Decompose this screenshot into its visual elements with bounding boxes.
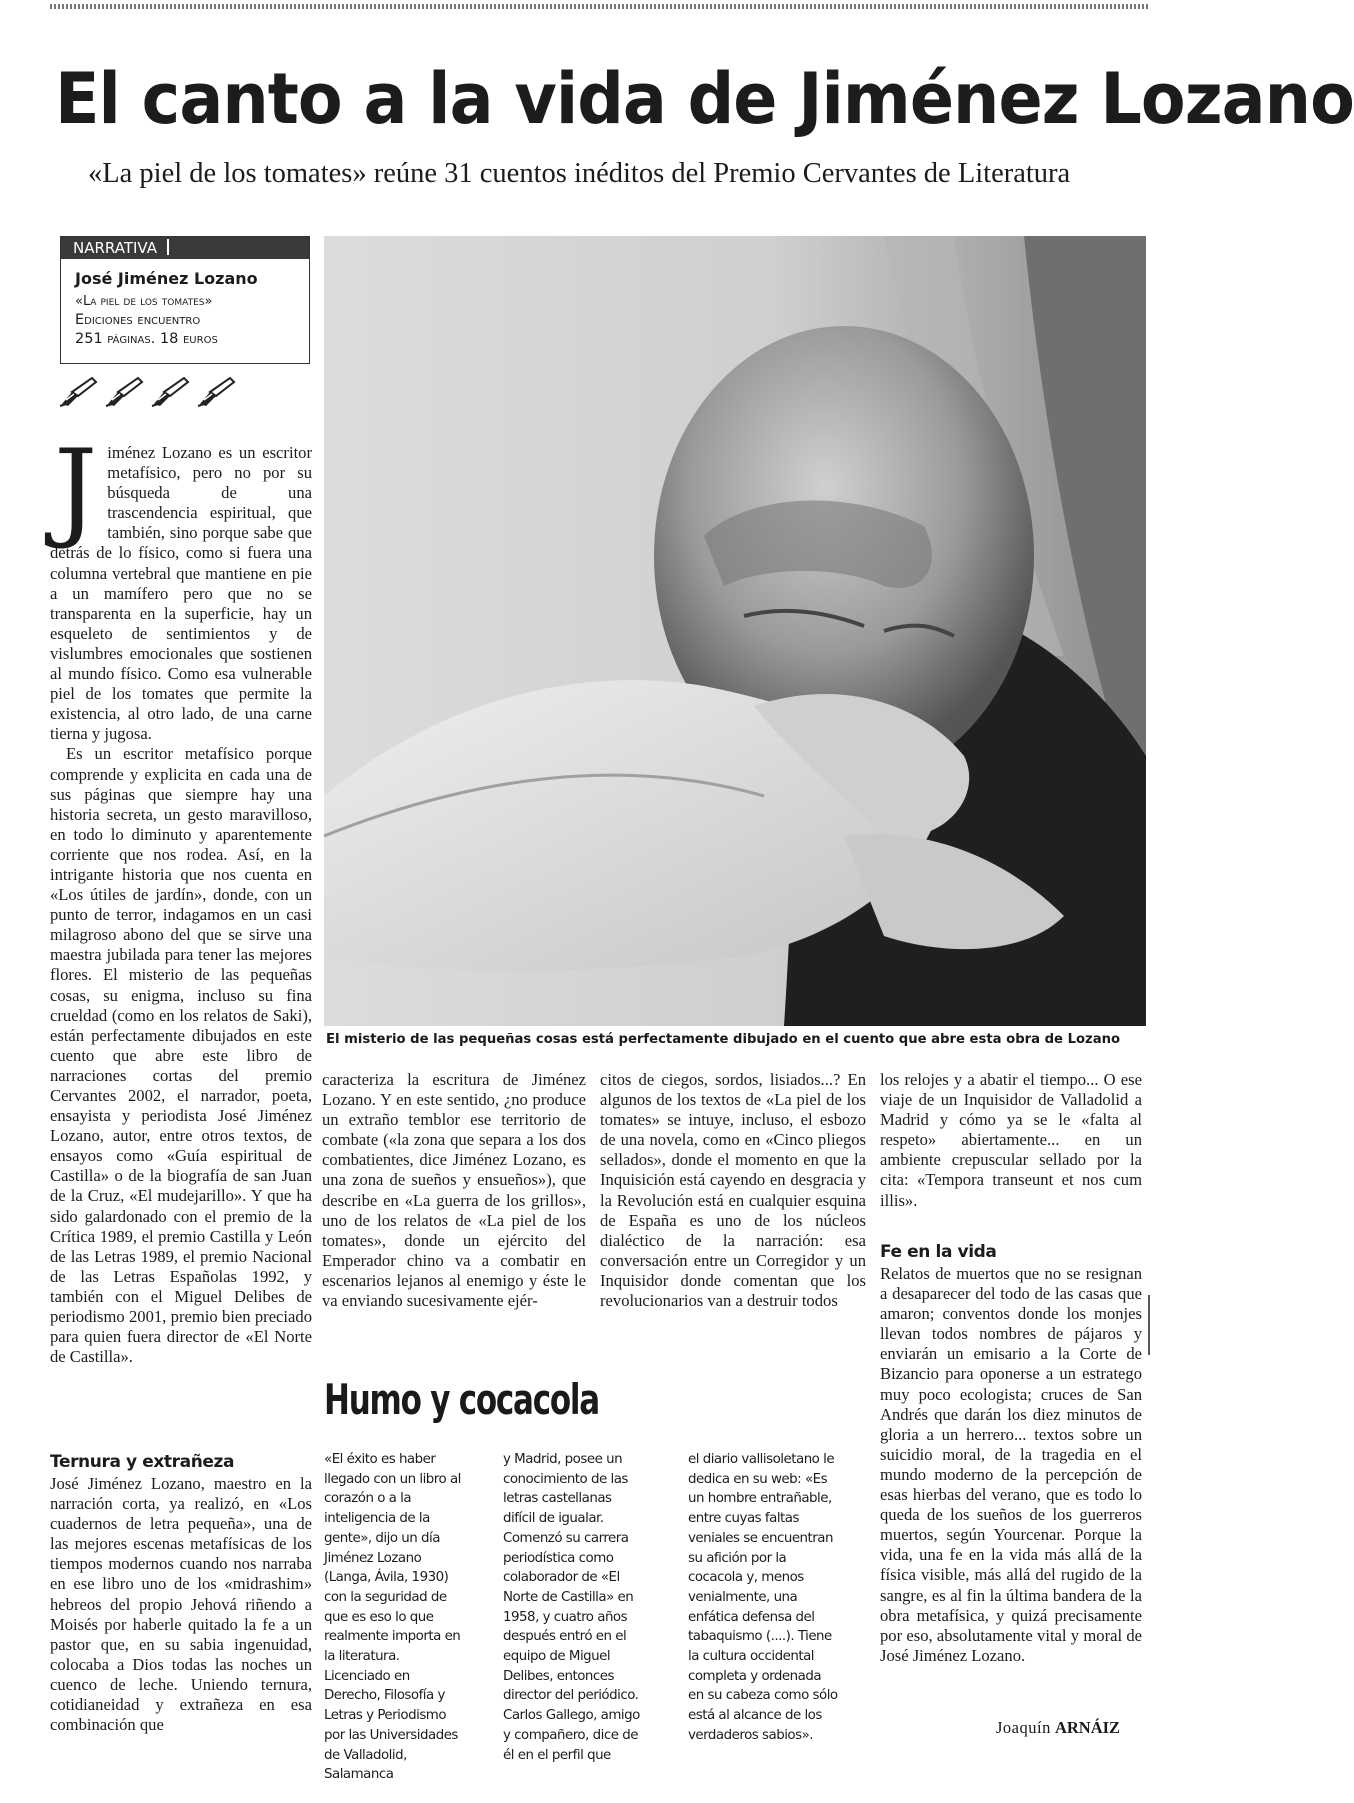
headline: El canto a la vida de Jiménez Lozano (55, 58, 1354, 140)
sidebar-column-2: y Madrid, posee un conocimiento de las letras castellanas difícil de igualar. Comenzó su carrera periodística como colaborador de «El Norte de Castilla» en 1958, y cuatro años después entró en el equipo de Miguel Delibes, entonces director del periódico. Carlos Gallego, amigo y compañero, dice de él en el perfil que (503, 1452, 640, 1763)
pen-nib-icon (58, 374, 100, 408)
book-title: «La piel de los tomates» (75, 294, 213, 309)
top-rule (50, 4, 1150, 9)
subheading-ternura: Ternura y extrañeza (50, 1452, 235, 1472)
paragraph: citos de ciegos, sordos, lisiados...? En algunos de los textos de «La piel de los tomates» se intuye, incluso, el esbozo de una novela, como en «Cinco pliegos sellados», donde el momento en que la Inquisición está cayendo en desgracia y la Revolución está en cualquier esquina de España es uno de los núcleos dialéctico de la narración: esa conversación entre un Corregidor y un Inquisidor donde comentan que los revolucionarios van a destruir todos (600, 1070, 866, 1311)
subheading-fe: Fe en la vida (880, 1242, 997, 1262)
article-column-2 (322, 1070, 586, 1311)
paragraph: Relatos de muertos que no se resignan a desaparecer del todo de las casas que amaron; conventos donde los monjes llevan todos nombres de pájaros y enviarán un emisario a la Corte de Bizancio para oponerse a un estratego muy poco ecologista; cruces de San Andrés que darán los diez minutos de gloria a un herrero... textos sobre un suicidio moral, de la tragedia en el mundo moderno de la percepción de esas hierbas del verano, que es todo lo queda de los sueños de los guerreros muertos, según Yourcenar. Porque la vida, una fe en la vida más allá de la física visible, más allá del rugido de la sangre, es al fin la última bandera de la obra metafísica, y quizá precisamente por eso, absolutamente vital y moral de José Jiménez Lozano. (880, 1264, 1142, 1665)
paragraph: iménez Lozano es un escritor metafísico, pero no por su búsqueda de una trascendencia espiritual, que también, sino porque sabe que detrás de lo físico, como si fuera una columna vertebral que mantiene en pie a un mamífero pero que no se transparenta en la superficie, hay un esqueleto de sentimientos y de vislumbres emocionales que sostienen al mundo físico. Como esa vulnerable piel de los tomates que permite la existencia, al otro lado, de una carne tierna y jugosa. (50, 443, 312, 744)
article-column-4-continued (880, 1235, 1142, 1666)
paragraph: José Jiménez Lozano, maestro en la narración corta, ya realizó, en «Los cuadernos de letra pequeña», una de las mejores escenas metafísicas de los tiempos modernos cuando nos narraba en ese libro uno de los «midrashim» hebreos del propio Jehová riñendo a Moisés por haberle quitado la fe a un pastor que, en su sabia ingenuidad, colocaba a Dios todas las noches un cuenco de leche. Uniendo ternura, cotidianeidad y extrañeza en esa combinación que (50, 1474, 312, 1735)
article-column-1-continued (50, 1445, 312, 1735)
book-publisher: Ediciones encuentro (75, 312, 201, 328)
paragraph: caracteriza la escritura de Jiménez Lozano. Y en este sentido, ¿no produce un extraño temblor ese territorio de combate («la zona que separa a los dos combatientes, dice Jiménez Lozano, es una zona de sueños y ensueños»), que describe en «La guerra de los grillos», uno de los relatos de «La piel de los tomates», donde un ejército del Emperador chino va a combatir en escenarios lejanos al enemigo y éste le va enviando sucesivamente ejér- (322, 1070, 586, 1311)
drop-cap: J (54, 427, 98, 552)
subheadline: «La piel de los tomates» reúne 31 cuentos inéditos del Premio Cervantes de Literatura (88, 158, 1071, 189)
pen-nib-icon (150, 374, 192, 408)
paragraph: Es un escritor metafísico porque comprende y explicita en cada una de sus páginas que siempre hay una historia secreta, un gesto maravilloso, en todo lo diminuto y aparentemente corriente que nos rodea. Así, en la intrigante historia que nos cuenta en «Los útiles de jardín», donde, con un punto de terror, indagamos en un casi milagroso abono del que se sirve una maestra jubilada para tener las mejores flores. El misterio de las pequeñas cosas, su enigma, incluso su fina crueldad (como en los relatos de Saki), están perfectamente dibujados en este cuento que abre este libro de narraciones cortas del premio Cervantes 2002, el narrador, poeta, ensayista y periodista José Jiménez Lozano, autor, entre otros textos, de ensayos como «Guía espiritual de Castilla» o de la biografía de san Juan de la Cruz, «El mudejarillo». Y que ha sido galardonado con el premio de la Crítica 1989, el premio Castilla y León de las Letras 1989, el premio Nacional de las Letras Españolas 1992, y también con el Miguel Delibes de periodismo 2001, premio bien preciado para quien fuera director de «El Norte de Castilla». (50, 744, 312, 1367)
photo-caption: El misterio de las pequeñas cosas está perfectamente dibujado en el cuento que abre esta obra de Lozano (326, 1032, 1121, 1047)
sidebar-column-1: «El éxito es haber llegado con un libro al corazón o a la inteligencia de la gente», dijo un día Jiménez Lozano (Langa, Ávila, 1930) con la seguridad de que es eso lo que realmente importa en la literatura. Licenciado en Derecho, Filosofía y Letras y Periodismo por las Universidades de Valladolid, Salamanca (324, 1452, 461, 1783)
paragraph: los relojes y a abatir el tiempo... O ese viaje de un Inquisidor de Valladolid a Madrid y cómo ya se le «falta al respeto» abiertamente... en un ambiente crepuscular sellado por la cita: «Tempora transeunt et nos cum illis». (880, 1070, 1142, 1210)
section-tag: NARRATIVA (61, 237, 309, 259)
book-info-box (60, 236, 310, 364)
rating (58, 374, 238, 408)
byline: Joaquín ARNÁIZ (996, 1718, 1121, 1737)
sidebar-column-3: el diario vallisoletano le dedica en su web: «Es un hombre entrañable, entre cuyas faltas veniales se encuentran su afición por la cocacola y, menos venialmente, una enfática defensa del tabaquismo (....). Tiene la cultura occidental completa y ordenada en su cabeza como sólo está al alcance de los verdaderos sabios». (688, 1452, 838, 1743)
book-details: 251 páginas. 18 euros (75, 331, 218, 347)
article-column-1 (50, 427, 312, 1367)
pen-nib-icon (196, 374, 238, 408)
sidebar-title: Humo y cocacola (324, 1375, 599, 1424)
pen-nib-icon (104, 374, 146, 408)
book-author: José Jiménez Lozano (75, 269, 258, 288)
article-column-3 (600, 1070, 866, 1311)
article-column-4 (880, 1070, 1142, 1211)
author-photo (324, 236, 1146, 1026)
column-rule (1148, 1295, 1150, 1355)
